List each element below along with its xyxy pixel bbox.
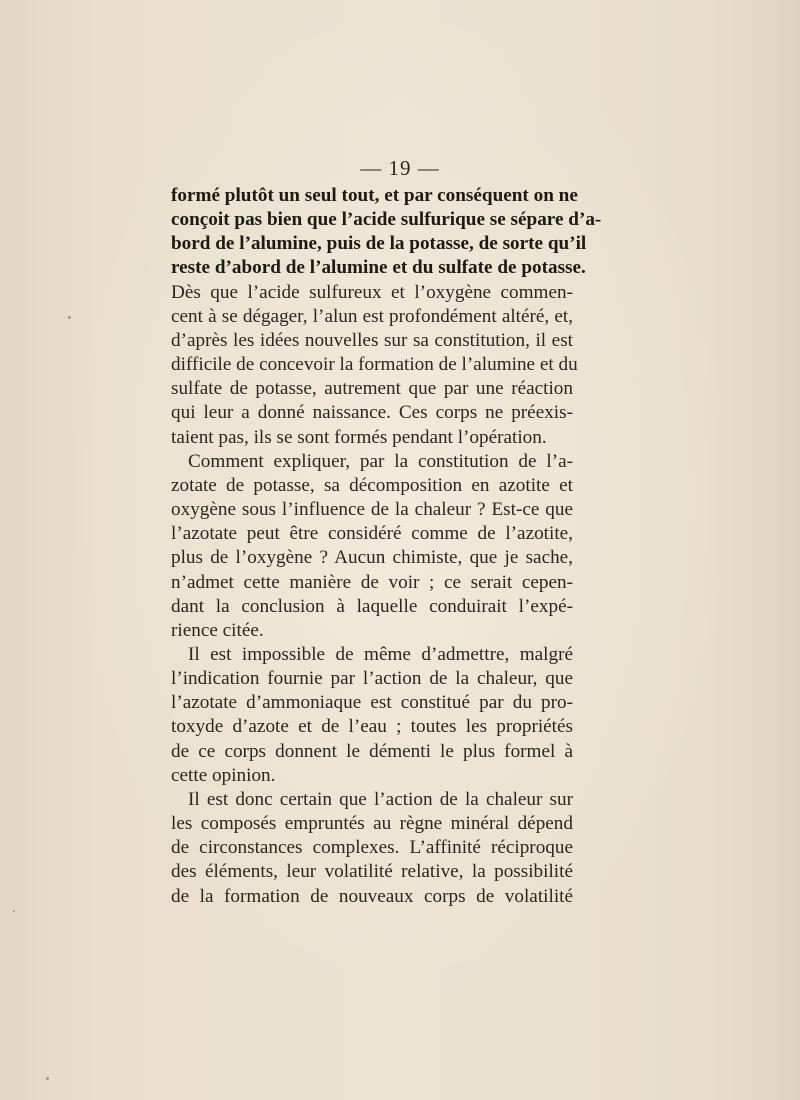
text-line: Il est impossible de même d’admettre, malgré — [188, 643, 573, 665]
paper-speck — [46, 1077, 49, 1080]
text-line: difficile de concevoir la formation de l’alumine et du — [171, 354, 578, 376]
text-line: conçoit pas bien que l’acide sulfurique se sépare d’a- — [171, 209, 602, 231]
text-line: l’azotate peut être considéré comme de l’azotite, — [171, 523, 573, 545]
paper-speck — [68, 316, 71, 319]
text-line: l’azotate d’ammoniaque est constitué par du pro- — [171, 692, 573, 714]
body-text — [171, 184, 602, 909]
text-line: taient pas, ils se sont formés pendant l’opération. — [171, 426, 547, 448]
text-line: zotate de potasse, sa décomposition en azotite et — [171, 474, 573, 496]
text-line: dant la conclusion à laquelle conduirait l’expé- — [171, 595, 573, 617]
paragraph — [171, 450, 573, 643]
text-line: les composés empruntés au règne minéral dépend — [171, 813, 573, 835]
text-line: Comment expliquer, par la constitution de l’a- — [188, 450, 573, 472]
text-line: oxygène sous l’influence de la chaleur ? Est-ce que — [171, 499, 573, 521]
text-line: qui leur a donné naissance. Ces corps ne préexis- — [171, 402, 573, 424]
text-line: reste d’abord de l’alumine et du sulfate de potasse. — [171, 257, 586, 279]
text-line: de circonstances complexes. L’affinité réciproque — [171, 837, 573, 859]
text-line: de ce corps donnent le démenti le plus formel à — [171, 740, 573, 762]
text-line: rience citée. — [171, 619, 264, 641]
text-line: formé plutôt un seul tout, et par conséquent on ne — [171, 185, 578, 206]
text-line: de la formation de nouveaux corps de volatilité — [171, 885, 573, 907]
paragraph — [171, 643, 573, 788]
text-line: Il est donc certain que l’action de la chaleur sur — [188, 788, 573, 810]
page-number: — 19 — — [360, 156, 440, 180]
text-line: bord de l’alumine, puis de la potasse, de sorte qu’il — [171, 233, 587, 255]
paper-speck — [13, 910, 15, 912]
text-line: Dès que l’acide sulfureux et l’oxygène commen- — [171, 281, 573, 303]
text-line: sulfate de potasse, autrement que par une réaction — [171, 378, 573, 400]
text-line: d’après les idées nouvelles sur sa constitution, il est — [171, 329, 573, 351]
paragraph — [171, 788, 573, 909]
text-line: des éléments, leur volatilité relative, la possibilité — [171, 861, 573, 883]
text-line: n’admet cette manière de voir ; ce serait cepen- — [171, 571, 573, 593]
text-line: toxyde d’azote et de l’eau ; toutes les propriétés — [171, 716, 573, 738]
text-line: cette opinion. — [171, 764, 276, 786]
text-line: l’indication fournie par l’action de la chaleur, que — [171, 668, 573, 690]
paragraph — [171, 184, 602, 450]
text-line: plus de l’oxygène ? Aucun chimiste, que je sache, — [171, 547, 573, 569]
text-line: cent à se dégager, l’alun est profondément altéré, et, — [171, 305, 573, 327]
